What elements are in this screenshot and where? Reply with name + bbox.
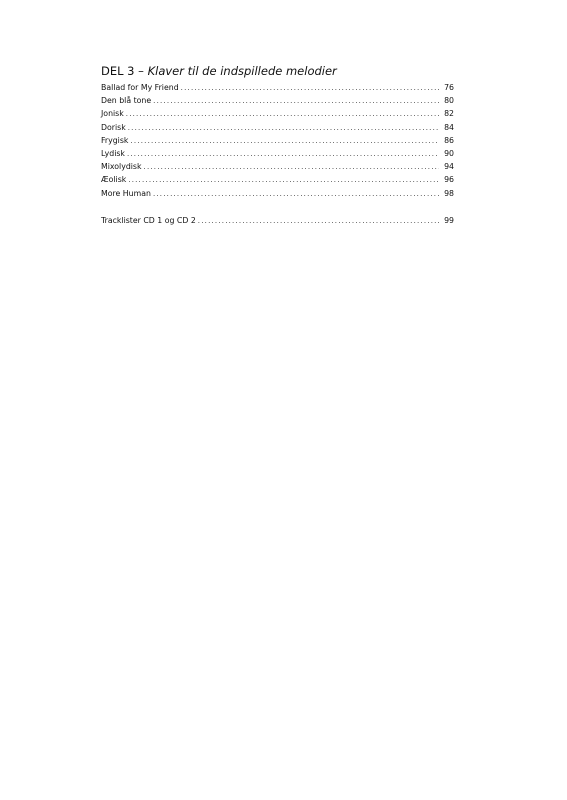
- toc-entry-title: Frygisk: [101, 135, 129, 145]
- toc-entry-title: Ballad for My Friend: [101, 83, 179, 92]
- toc-entry: [101, 134, 454, 147]
- toc-entry-title: Lydisk: [101, 148, 125, 158]
- dot-leader: [153, 188, 439, 201]
- dot-leader: [126, 108, 439, 121]
- toc-entry-page: 96: [444, 175, 454, 185]
- toc-entry-title: Mixolydisk: [101, 162, 142, 172]
- toc-list: [101, 81, 454, 200]
- toc-entry-page: 99: [444, 215, 454, 225]
- toc-entry: [101, 121, 454, 134]
- toc-entry-title: More Human: [101, 188, 151, 198]
- dot-leader: [153, 95, 439, 108]
- section-subtitle: Klaver til de indspillede melodier: [147, 64, 337, 78]
- toc-entry-page: 90: [444, 148, 454, 158]
- toc-entry-page: 76: [444, 83, 454, 92]
- section-separator: –: [138, 64, 144, 78]
- table-of-contents: [101, 63, 454, 227]
- section-label: DEL 3: [101, 64, 135, 78]
- toc-entry-page: 80: [444, 96, 454, 106]
- toc-spacer: [101, 200, 454, 214]
- toc-entry-title: Jonisk: [101, 109, 124, 119]
- toc-entry-page: 98: [444, 188, 454, 198]
- toc-entry-title: Tracklister CD 1 og CD 2: [101, 215, 196, 225]
- toc-entry-page: 82: [444, 109, 454, 119]
- toc-entry: [101, 107, 454, 120]
- toc-list-extra: [101, 214, 454, 227]
- section-heading: [101, 63, 454, 79]
- toc-entry: [101, 173, 454, 186]
- dot-leader: [198, 215, 439, 228]
- toc-entry: [101, 187, 454, 200]
- toc-entry: [101, 94, 454, 107]
- toc-entry: [101, 81, 454, 94]
- toc-entry: [101, 160, 454, 173]
- toc-entry-page: 86: [444, 135, 454, 145]
- toc-entry-title: Æolisk: [101, 175, 127, 185]
- toc-entry-title: Dorisk: [101, 122, 126, 132]
- dot-leader: [144, 161, 439, 174]
- dot-leader: [128, 122, 439, 135]
- dot-leader: [130, 135, 439, 148]
- dot-leader: [128, 174, 439, 187]
- toc-entry: [101, 214, 454, 227]
- toc-entry-page: 84: [444, 122, 454, 132]
- toc-entry-title: Den blå tone: [101, 96, 152, 106]
- dot-leader: [127, 148, 439, 161]
- toc-entry-page: 94: [444, 162, 454, 172]
- toc-entry: [101, 147, 454, 160]
- dot-leader: [181, 82, 439, 95]
